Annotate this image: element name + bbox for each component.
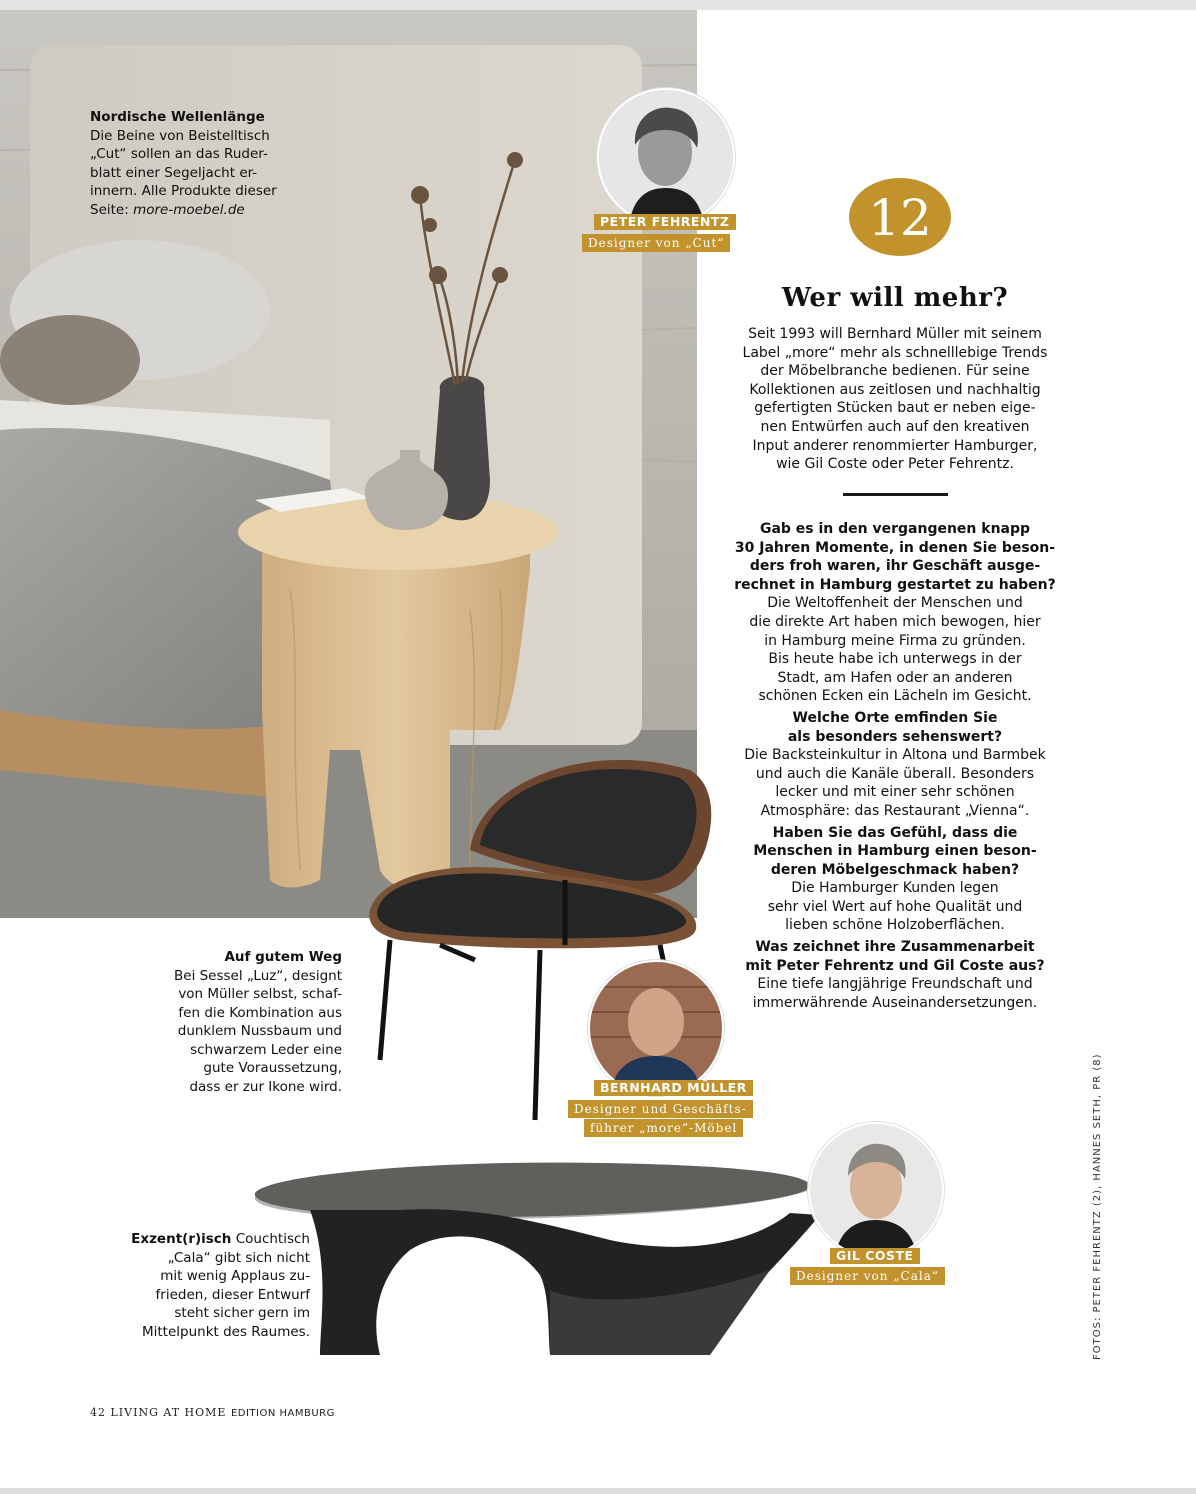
interview-answer	[712, 879, 1078, 935]
caption-exzent	[100, 1230, 310, 1341]
interview-question	[712, 824, 1078, 880]
cala-table-image	[250, 1155, 850, 1365]
section-divider	[843, 493, 948, 496]
intro-line: der Möbelbranche bedienen. Für seine	[760, 363, 1030, 380]
intro-line: Input anderer renommierter Hamburger,	[752, 437, 1038, 454]
answer-line: Die Hamburger Kunden legen	[791, 880, 999, 897]
magazine-name: LIVING AT HOME	[110, 1406, 227, 1419]
answer-line: sehr viel Wert auf hohe Qualität und	[767, 898, 1023, 915]
answer-line: lecker und mit einer sehr schönen	[775, 784, 1015, 801]
caption-exzent-line: Couchtisch	[231, 1231, 310, 1247]
caption-weg-line: Bei Sessel „Luz“, designt	[174, 967, 342, 984]
question-line: Gab es in den vergangenen knapp	[759, 521, 1031, 537]
caption-exzent-title: Exzent(r)isch	[131, 1231, 232, 1247]
bottom-edge	[0, 1488, 1196, 1494]
gil-role-tag: Designer von „Cala“	[790, 1267, 945, 1285]
bernhard-name-tag: BERNHARD MÜLLER	[594, 1080, 753, 1096]
gil-name-tag: GIL COSTE	[830, 1248, 920, 1264]
caption-exzent-line: steht sicher gern im	[174, 1305, 310, 1321]
article-number-badge	[848, 177, 952, 257]
caption-exzent-line: Mittelpunkt des Raumes.	[141, 1323, 310, 1340]
intro-line: Seit 1993 will Bernhard Müller mit seinem	[748, 326, 1042, 342]
caption-nordic-line: Die Beine von Beistelltisch	[90, 127, 270, 144]
caption-weg-title: Auf gutem Weg	[224, 949, 342, 965]
bernhard-role-tag-2: führer „more“-Möbel	[584, 1119, 743, 1137]
caption-nordic-website: more-moebel.de	[133, 201, 245, 218]
portrait-bernhard-mueller	[588, 960, 724, 1096]
question-line: Was zeichnet ihre Zusammenarbeit	[755, 939, 1035, 956]
question-line: deren Möbelgeschmack haben?	[770, 861, 1020, 878]
question-line: ders froh waren, ihr Geschäft ausge-	[749, 558, 1041, 575]
interview-answer	[712, 594, 1078, 706]
magazine-edition: EDITION HAMBURG	[230, 1408, 335, 1419]
caption-weg-line: von Müller selbst, schaf-	[178, 986, 342, 1002]
interview-answer	[712, 746, 1078, 820]
intro-line: wie Gil Coste oder Peter Fehrentz.	[776, 456, 1014, 473]
top-edge	[0, 0, 1196, 10]
page-number: 42	[90, 1406, 106, 1419]
answer-line: lieben schöne Holzoberflächen.	[785, 917, 1005, 934]
peter-role-tag: Designer von „Cut“	[582, 234, 730, 252]
answer-line: Die Backsteinkultur in Altona und Barmbek	[744, 747, 1046, 764]
portrait-gil-coste	[808, 1122, 944, 1258]
intro-line: Label „more“ mehr als schnelllebige Trends	[742, 344, 1048, 361]
caption-weg	[120, 948, 342, 1096]
answer-line: Stadt, am Hafen oder an anderen	[777, 669, 1013, 686]
portrait-gil-image	[810, 1124, 942, 1256]
answer-line: Bis heute habe ich unterwegs in der	[768, 651, 1022, 668]
caption-weg-line: gute Voraussetzung,	[203, 1060, 342, 1076]
answer-line: in Hamburg meine Firma zu gründen.	[764, 632, 1026, 649]
article-intro	[720, 325, 1070, 474]
interview-question	[712, 709, 1078, 746]
caption-exzent-line: frieden, dieser Entwurf	[155, 1286, 310, 1303]
answer-line: und auch die Kanäle überall. Besonders	[755, 765, 1035, 782]
caption-weg-line: fen die Kombination aus	[178, 1004, 342, 1021]
interview-question	[712, 938, 1078, 975]
caption-exzent-line: „Cala“ gibt sich nicht	[167, 1249, 310, 1266]
intro-line: gefertigten Stücken baut er neben eige-	[754, 400, 1036, 417]
question-line: Haben Sie das Gefühl, dass die	[772, 824, 1018, 841]
portrait-peter-fehrentz	[597, 88, 735, 226]
caption-nordic-line: „Cut“ sollen an das Ruder-	[90, 146, 268, 162]
answer-line: Die Weltoffenheit der Menschen und	[767, 595, 1023, 612]
portrait-peter-image	[599, 90, 733, 224]
number-badge-shape	[848, 177, 952, 257]
question-line: rechnet in Hamburg gestartet zu haben?	[734, 576, 1056, 593]
caption-weg-line: schwarzem Leder eine	[190, 1041, 342, 1058]
caption-nordic-title: Nordische Wellenlänge	[90, 109, 265, 125]
question-line: 30 Jahren Momente, in denen Sie beson-	[734, 539, 1056, 556]
caption-weg-line: dass er zur Ikone wird.	[189, 1078, 342, 1095]
answer-line: immerwährende Auseinandersetzungen.	[752, 994, 1038, 1011]
intro-line: Kollektionen aus zeitlosen und nachhaltig	[749, 381, 1041, 398]
bernhard-role-tag-1: Designer und Geschäfts-	[568, 1100, 753, 1118]
photo-credit: FOTOS: PETER FEHRENTZ (2), HANNES SETH, PR (8)	[1092, 1053, 1103, 1360]
interview-question	[712, 520, 1078, 594]
portrait-bernhard-image	[590, 962, 722, 1094]
question-line: als besonders sehenswert?	[787, 728, 1003, 745]
answer-line: die direkte Art haben mich bewogen, hier	[749, 613, 1041, 630]
question-line: mit Peter Fehrentz und Gil Coste aus?	[745, 957, 1045, 974]
question-line: Welche Orte emfinden Sie	[792, 709, 998, 726]
article-number-text: 12	[868, 189, 932, 247]
question-line: Menschen in Hamburg einen beson-	[753, 843, 1037, 860]
interview-answer	[712, 975, 1078, 1012]
article-headline: Wer will mehr?	[781, 283, 1009, 313]
caption-weg-line: dunklem Nussbaum und	[177, 1023, 342, 1039]
interview	[712, 520, 1078, 1015]
caption-nordic-line: innern. Alle Produkte dieser	[90, 183, 277, 199]
peter-name-tag: PETER FEHRENTZ	[594, 214, 736, 230]
caption-exzent-line: mit wenig Applaus zu-	[160, 1268, 310, 1284]
intro-line: nen Entwürfen auch auf den kreativen	[760, 418, 1030, 435]
page-footer	[90, 1406, 335, 1419]
answer-line: schönen Ecken ein Lächeln im Gesicht.	[758, 688, 1032, 705]
caption-nordic-line: blatt einer Segeljacht er-	[90, 164, 258, 181]
answer-line: Atmosphäre: das Restaurant „Vienna“.	[760, 802, 1030, 819]
caption-nordic	[90, 108, 330, 219]
caption-nordic-line: Seite:	[90, 201, 134, 218]
answer-line: Eine tiefe langjährige Freundschaft und	[757, 976, 1033, 993]
